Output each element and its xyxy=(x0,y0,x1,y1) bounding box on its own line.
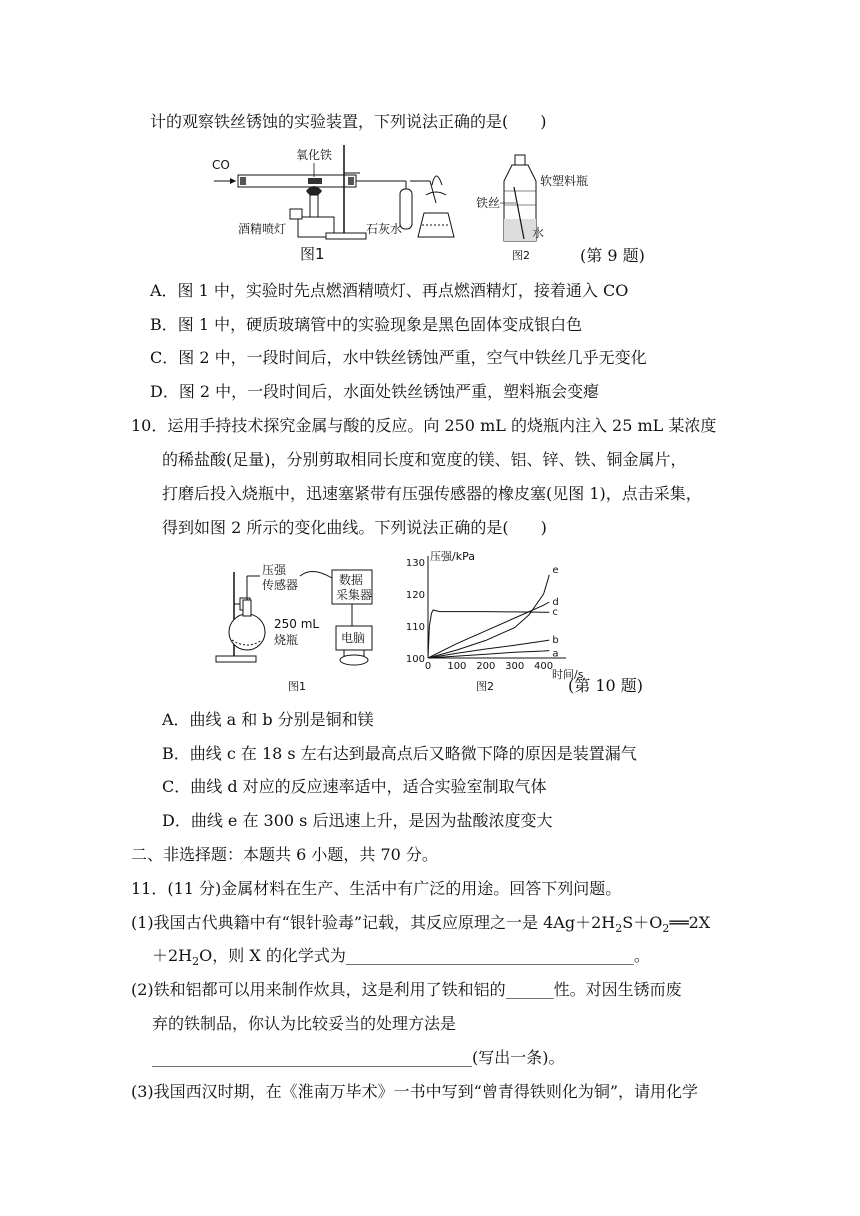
y-tick-label: 130 xyxy=(405,558,425,569)
lamp-label: 酒精喷灯 xyxy=(238,222,287,236)
q10-option-c: C．曲线 d 对应的反应速率适中，适合实验室制取气体 xyxy=(162,777,547,796)
q10-option-d: D．曲线 e 在 300 s 后迅速上升，是因为盐酸浓度变大 xyxy=(162,811,553,830)
q10-line-3: 打磨后投入烧瓶中，迅速塞紧带有压强传感器的橡皮塞(见图 1)，点击采集， xyxy=(162,484,702,503)
q10-line-2: 的稀盐酸(足量)，分别剪取相同长度和宽度的镁、铝、锌、铁、铜金属片， xyxy=(162,450,687,469)
collector-label-1: 数据 xyxy=(339,573,364,587)
co-label: CO xyxy=(212,158,230,172)
q11-part2-line2: 弃的铁制品，你认为比较妥当的处理方法是 xyxy=(152,1014,457,1033)
q9-option-b: B．图 1 中，硬质玻璃管中的实验现象是黑色固体变成银白色 xyxy=(150,315,583,334)
series-line-d xyxy=(428,602,549,658)
x-tick-label: 400 xyxy=(534,661,554,672)
q11-part1-line2: $+2H_2O$，则 X 的化学式为____________________________________。 xyxy=(152,946,650,969)
series-line-c xyxy=(428,610,549,658)
q11-part2-line1: (2)铁和铝都可以用来制作炊具，这是利用了铁和铝的______性。对因生锈而废 xyxy=(131,980,682,999)
q10-tag: (第 10 题) xyxy=(568,676,644,695)
series-label-a: a xyxy=(552,648,559,660)
x-tick-label: 200 xyxy=(476,661,496,672)
y-tick-label: 110 xyxy=(405,622,425,633)
series-label-c: c xyxy=(552,607,558,619)
q10-option-a: A．曲线 a 和 b 分别是铜和镁 xyxy=(162,710,374,729)
collector-label-2: 采集器 xyxy=(336,588,373,602)
x-axis-label: 时间/s xyxy=(552,668,584,681)
q10-line-4: 得到如图 2 所示的变化曲线。下列说法正确的是( ) xyxy=(162,518,547,537)
sensor-label-2: 传感器 xyxy=(262,578,299,592)
q11-part2-line3: ________________________________________(写出一条)。 xyxy=(152,1048,565,1067)
q11-intro: 11．(11 分)金属材料在生产、生活中有广泛的用途。回答下列问题。 xyxy=(131,879,622,898)
series-line-a xyxy=(428,651,549,658)
x-tick-label: 100 xyxy=(447,661,467,672)
limewater-label: 石灰水 xyxy=(366,222,403,236)
y-tick-label: 100 xyxy=(405,654,425,665)
q11-part3-line1: (3)我国西汉时期，在《淮南万毕术》一书中写到“曾青得铁则化为铜”，请用化学 xyxy=(131,1082,699,1101)
q9-option-a: A．图 1 中，实验时先点燃酒精喷灯、再点燃酒精灯，接着通入 CO xyxy=(150,281,629,300)
y-tick-label: 120 xyxy=(405,590,425,601)
q11-part1-line1: (1)我国古代典籍中有“银针验毒”记载，其反应原理之一是 $4Ag+2H_2S+O_2══2X$ xyxy=(131,913,711,936)
q9-option-c: C．图 2 中，一段时间后，水中铁丝锈蚀严重，空气中铁丝几乎无变化 xyxy=(150,348,647,367)
bottle-label: 软塑料瓶 xyxy=(540,174,589,188)
series-label-b: b xyxy=(552,635,559,647)
series-line-e xyxy=(428,575,549,658)
q9-stem-tail: 计的观察铁丝锈蚀的实验装置，下列说法正确的是( ) xyxy=(150,112,547,131)
q10-line-1: 10．运用手持技术探究金属与酸的反应。向 250 mL 的烧瓶内注入 25 mL 某浓度 xyxy=(131,416,717,435)
q9-tag: (第 9 题) xyxy=(580,246,645,265)
fig2-caption: 图2 xyxy=(512,249,530,262)
series-label-d: d xyxy=(552,597,559,608)
section-2-heading: 二、非选择题：本题共 6 小题，共 70 分。 xyxy=(131,845,438,864)
q10-figure-1 xyxy=(212,552,402,697)
x-tick-label: 300 xyxy=(505,661,525,672)
q10-chart xyxy=(400,548,584,693)
flask-label-2: 烧瓶 xyxy=(274,633,299,647)
fig1-caption: 图1 xyxy=(300,245,325,263)
glass-tube xyxy=(238,175,356,187)
fe2o3-label: 氧化铁 xyxy=(296,148,333,162)
series-label-e: e xyxy=(552,564,559,576)
q10-option-b: B．曲线 c 在 18 s 左右达到最高点后又略微下降的原因是装置漏气 xyxy=(162,744,637,763)
y-axis-label: 压强/kPa xyxy=(430,550,475,563)
wire-label: 铁丝 xyxy=(476,196,501,210)
q10-fig2-caption: 图2 xyxy=(476,680,494,693)
computer-label: 电脑 xyxy=(341,631,366,645)
water-label: 水 xyxy=(532,226,545,240)
x-tick-label: 0 xyxy=(424,661,432,672)
q10-fig1-caption: 图1 xyxy=(288,680,306,693)
flask-label-1: 250 mL xyxy=(274,617,320,631)
sensor-label-1: 压强 xyxy=(262,563,287,577)
q9-option-d: D．图 2 中，一段时间后，水面处铁丝锈蚀严重，塑料瓶会变瘪 xyxy=(150,382,600,401)
